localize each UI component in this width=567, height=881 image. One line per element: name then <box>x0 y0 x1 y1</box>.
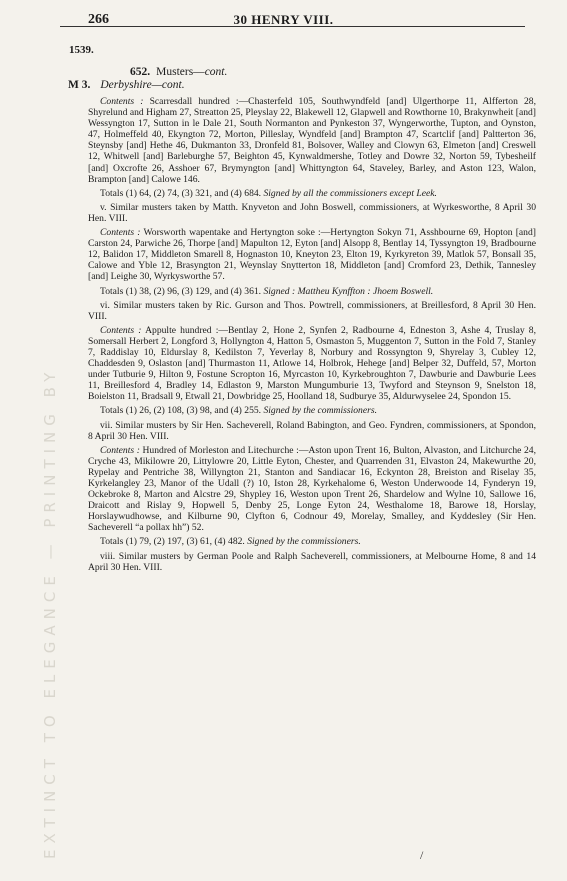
paragraph-signature: Signed : Mattheu Kynffton : Jhoem Boswell. <box>261 285 434 297</box>
manuscript-reference <box>68 79 185 91</box>
body-paragraph <box>88 551 536 573</box>
year-label: 1539. <box>69 44 94 56</box>
body-paragraph <box>88 96 536 185</box>
body-paragraph <box>88 420 536 442</box>
paragraph-signature: Signed by all the commissioners except Leek. <box>261 187 437 199</box>
paragraph-text: Hundred of Morleston and Litechurche :—Aston upon Trent 16, Bulton, Alvaston, and Litchurche 24, Cryche 43, Mikilowre 20, Littylowre 20, Little Eyton, Chester, and Quarrenden 31, Elvaston 24, Makewurthe 20, Rypelay and Pentriche 38, Willyngton 21, Stanton and Sandiacar 16, Eckynton 28, Breiston and Riselay 35, Kyrkelangley 23, Manor of the Udall (?) 10, Iston 28, Kyrkehalome 6, Weston Underwoode 14, Fynderyn 19, Ockebroke 8, Marton and Alcstre 29, Shypley 16, Weston upon Trent 26, Shardelow and Wylne 10, Sallowe 16, Draicott and Rislay 9, Hopwell 5, Denby 25, Longe Eyton 24, Westhalome 18, Barowe 18, Horslay, Horslaywudhowse, and Kilburne 90, Clyfton 6, Codnour 49, Morelay, Smalley, and Kyddesley (Sir Hen. Sacheverell “a pollax hh”) 52. <box>88 444 536 534</box>
paragraph-lead: Contents : <box>100 444 140 456</box>
paragraph-text: Totals (1) 38, (2) 96, (3) 129, and (4) 361. <box>100 285 262 297</box>
end-mark: / <box>420 848 424 862</box>
paragraph-signature: Signed by the commissioners. <box>244 536 361 548</box>
paragraph-lead: Contents : <box>100 324 142 336</box>
paragraph-text: vii. Similar musters by Sir Hen. Sacheverell, Roland Babington, and Geo. Fyndren, commissioners, at Spondon, 8 April 30 Hen. VIII. <box>88 419 536 442</box>
county-label: Derbyshire—cont. <box>100 79 185 91</box>
paragraph-text: Scarresdall hundred :—Chasterfeld 105, Southwyndfeld [and] Ulgerthorpe 11, Alfferton 28, Shyrelund and Higham 27, Streatton 25, Pleyslay 22, Blakewell 12, Glapwell and Rowthorne 10, Brakynwheit [and] Wessyngton 17, Sutton in le Dale 21, South Normanton and Pynkeston 37, Wyngerworthe, Tupton, and Oynston, 47, Holmeffeld 40, Ekyngton 72, Morton, Pilleslay, Wyndfeld [and] Brampton 47, Scartclif [and] Paltterton 36, Steynsby [and] Hethe 46, Dukmanton 33, Dronfeld 81, Bolsover, Walley and Clowyn 63, Elmeton [and] Creswell 12, Whitwell [and] Barleburghe 57, Beighton 45, Kynwaldmershe, Totley and Dowre 32, Norton 59, Tybesheilf [and] Oxcrofte 26, Asshoer 67, Brymyngton [and] Whittyngton 64, Staveley, Barley, and Aston 123, Walon, Brampton [and] Calowe 146. <box>88 96 536 185</box>
body-paragraph <box>88 300 536 322</box>
body-paragraph <box>88 188 536 199</box>
body-paragraph <box>88 405 536 416</box>
body-paragraph <box>88 202 536 224</box>
body-paragraph <box>88 325 536 403</box>
page-number: 266 <box>88 12 109 27</box>
body-paragraph <box>88 445 536 534</box>
paragraph-lead: Contents : <box>100 227 141 239</box>
entry-body <box>88 96 536 576</box>
running-head: 30 HENRY VIII. <box>233 12 334 27</box>
page-header <box>20 12 547 36</box>
manuscript-code: M 3. <box>68 79 91 91</box>
paragraph-text: Totals (1) 79, (2) 197, (3) 61, (4) 482. <box>100 536 245 548</box>
watermark-text: EXTINCT TO ELEGANCE — PRINTING BY <box>41 366 59 859</box>
margin-watermark <box>0 90 70 870</box>
body-paragraph <box>88 536 536 547</box>
paragraph-text: vi. Similar musters taken by Ric. Gurson and Thos. Powtrell, commissioners, at Breillesford, 8 April 30 Hen. VIII. <box>88 299 536 322</box>
entry-title: Musters— <box>156 66 205 78</box>
paragraph-lead: Contents : <box>100 96 144 107</box>
body-paragraph <box>88 286 536 297</box>
paragraph-text: Totals (1) 26, (2) 108, (3) 98, and (4) 255. <box>100 405 262 417</box>
paragraph-text: viii. Similar musters by German Poole and Ralph Sacheverell, commissioners, at Melbourne Home, 8 and 14 April 30 Hen. VIII. <box>88 550 536 573</box>
paragraph-signature: Signed by the commissioners. <box>261 405 377 417</box>
paragraph-text: Appulte hundred :—Bentlay 2, Hone 2, Synfen 2, Radbourne 4, Edneston 3, Ashe 4, Truslay 8, Somersall Herbert 2, Longford 3, Hollyngton 4, Hatton 5, Osmaston 5, Muggenton 7, Sutton in the Fold 7, Stanley 7, Raddislay 10, Eldurslay 8, Kedilston 7, Yeverlay 8, Norbury and Rossyngton 9, Shyrelay 3, Cubley 12, Chaddesden 9, Oslaston [and] Thurmaston 11, Atlowe 14, Holbrok, Hehege [and] Belper 32, Duffeld, 57, Morton under Tutburie 9, Hilton 9, Fostune Scropton 16, Myrcaston 10, Kyrkebroughton 7, Dawburie and Dawburie Lees 11, Breillesford 4, Bradley 14, Edlaston 9, Marston Mungumburie 13, Twyford and Steynson 9, Snelston 18, Boielston 11, Bradsall 9, Etwall 21, Dowbridge 25, Hoolland 18, Sudburye 35, Aldurwyselee 24, Spondon 15. <box>88 324 536 403</box>
entry-heading <box>130 66 227 78</box>
header-rule <box>60 26 525 27</box>
paragraph-text: Totals (1) 64, (2) 74, (3) 321, and (4) 684. <box>100 187 262 199</box>
entry-title-cont: cont. <box>204 66 228 78</box>
paragraph-text: v. Similar musters taken by Matth. Knyveton and John Boswell, commissioners, at Wyrkesworthe, 8 April 30 Hen. VIII. <box>88 201 536 224</box>
body-paragraph <box>88 227 536 282</box>
entry-number: 652. <box>130 66 151 78</box>
paragraph-text: Worsworth wapentake and Hertyngton soke :—Hertyngton Sokyn 71, Asshbourne 69, Hopton [and] Carston 24, Parwiche 26, Thorpe [and] Mapulton 12, Eyton [and] Alsopp 8, Bentlay 14, Tyssyngton 19, Bradbourne 12, Balidon 17, Middleton Smarell 8, Hognaston 10, Kneyton 23, Elton 19, Kyrkyreton 39, Matlok 57, Bonsall 35, Calowe and Yble 12, Brasyngton 21, Weynslay Snytterton 18, Middleton [and] Cromford 23, Dethik, Tannesley [and] Leighe 30, Wyrkysworthe 57. <box>88 227 536 283</box>
